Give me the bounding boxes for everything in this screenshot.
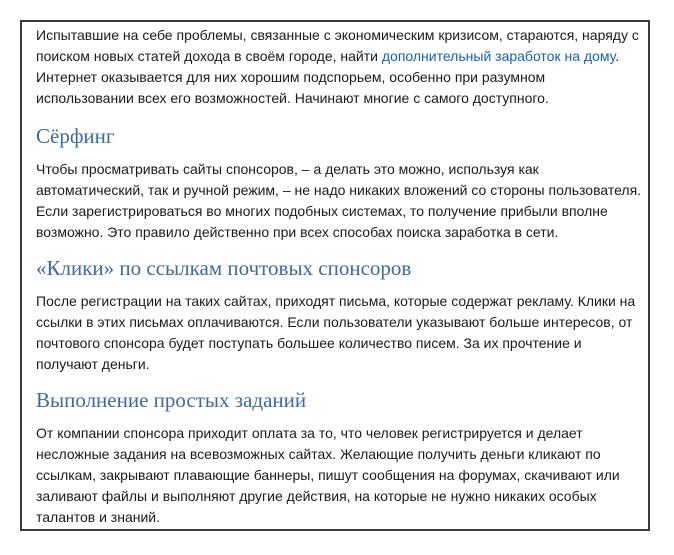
section-paragraph-surfing: Чтобы просматривать сайты спонсоров, – а делать это можно, используя как автоматический, так и ручной режим, – не надо никаких вложений со стороны пользователя. Если зарегистрироваться во многих подобных системах, то получение прибыли вполне возможно. Это правило действенно при всех способах поиска заработка в сети. bbox=[36, 161, 642, 240]
section-heading-simple-tasks: Выполнение простых заданий bbox=[36, 388, 307, 412]
section-paragraph-mail-clicks: После регистрации на таких сайтах, приходят письма, которые содержат рекламу. Клики на ссылки в этих письмах оплачиваются. Если пользователи указывают больше интересов, от почтового спонсора будет поступать большее количество писем. За их прочтение и получают деньги. bbox=[36, 293, 636, 372]
intro-text-after-link: . Интернет оказывается для них хорошим подспорьем, особенно при разумном использовании всех его возможностей. Начинают многие с самого доступного. bbox=[36, 48, 620, 106]
home-earnings-link[interactable]: дополнительный заработок на дому bbox=[381, 48, 616, 64]
section-heading-surfing: Сёрфинг bbox=[36, 124, 115, 148]
intro-paragraph bbox=[36, 25, 642, 109]
article-content bbox=[36, 25, 642, 528]
section-paragraph-simple-tasks: От компании спонсора приходит оплата за то, что человек регистрируется и делает несложные задания на всевозможных сайтах. Желающие получить деньги кликают по ссылкам, закрывают плавающие баннеры, пишут сообщения на форумах, скачивают или заливают файлы и выполняют другие действия, на которые не нужно никаких особых талантов и знаний. bbox=[36, 425, 620, 525]
section-heading-mail-clicks: «Клики» по ссылкам почтовых спонсоров bbox=[36, 256, 412, 280]
intro-text-before-link: Испытавшие на себе проблемы, связанные с экономическим кризисом, стараются, наряду с поиском новых статей дохода в своём городе, найти bbox=[36, 27, 639, 64]
